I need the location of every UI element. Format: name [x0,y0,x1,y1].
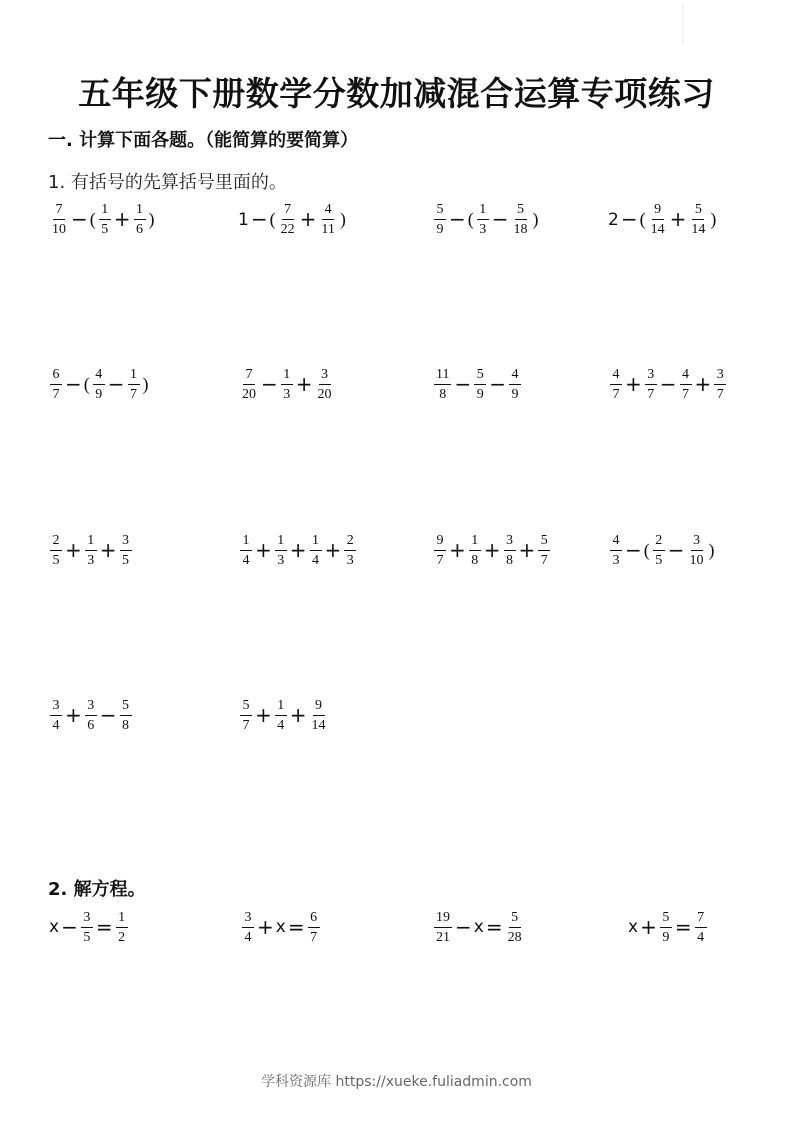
denominator: 3 [612,553,620,568]
fraction [85,699,97,733]
operator: − [625,538,642,562]
numerator: 3 [504,534,516,551]
numerator: 3 [645,368,657,385]
page-title: 五年级下册数学分数加减混合运算专项练习 [78,74,715,113]
fraction [85,534,97,568]
denominator: 5 [52,553,60,568]
numerator: 1 [281,368,293,385]
fraction [319,203,336,237]
parenthesis: ) [148,208,155,229]
operator: + [449,538,466,562]
operator: − [667,538,685,562]
fraction [310,699,328,733]
calc-problem [238,363,336,407]
fraction [308,911,320,945]
numerator: 5 [240,699,252,716]
operator: + [255,538,272,562]
denominator: 4 [277,718,285,733]
numerator: 5 [474,368,486,385]
denominator: 9 [476,387,484,402]
equation [48,906,130,950]
fraction [504,534,516,568]
denominator: 3 [479,222,487,237]
fraction [680,368,692,402]
numerator: 6 [50,368,62,385]
numerator: 3 [691,534,703,551]
calc-problem [238,529,358,573]
fraction [344,534,356,568]
fraction [509,368,521,402]
operator: + [295,372,313,396]
fraction [50,203,68,237]
operator: + [289,703,307,727]
fraction [469,534,481,568]
denominator: 20 [242,387,256,402]
fraction [660,911,672,945]
fraction [434,911,452,945]
operator: − [107,372,125,396]
fraction [653,534,665,568]
numerator: 4 [610,534,622,551]
calc-problem [432,363,523,407]
numerator: 4 [509,368,521,385]
numerator: 3 [120,534,132,551]
calc-problem [48,198,156,242]
denominator: 7 [612,387,620,402]
operator: + [694,372,712,396]
numerator: 3 [242,911,254,928]
fraction [688,534,706,568]
operator: − [449,207,466,231]
numerator: 1 [469,534,481,551]
part1-heading: 1. 有括号的先算括号里面的。 [48,172,287,193]
part2-heading: 2. 解方程。 [48,879,146,900]
numerator: 9 [313,699,325,716]
numerator: 1 [477,203,489,220]
operator: + [669,207,687,231]
numerator: 4 [322,203,334,220]
denominator: 8 [506,553,514,568]
denominator: 14 [650,222,665,237]
numerator: 5 [509,911,521,928]
denominator: 6 [87,718,95,733]
footer-watermark: 学科资源库 https://xueke.fuliadmin.com [261,1074,532,1090]
parenthesis: ( [643,539,650,560]
calc-problem [238,694,330,738]
numerator: 1 [99,203,111,220]
numerator: 7 [243,368,255,385]
operator: + [257,915,274,939]
operator: − [99,703,117,727]
fraction [50,368,62,402]
numerator: 2 [50,534,62,551]
denominator: 5 [101,222,109,237]
operator: − [250,207,268,231]
integer: 2 [608,210,619,230]
fraction [474,368,486,402]
fraction [275,534,287,568]
parenthesis: ) [532,208,539,229]
operator: + [640,915,657,939]
fraction [316,368,334,402]
fraction [240,699,252,733]
fraction [434,534,446,568]
numerator: 1 [116,911,128,928]
numerator: 1 [128,368,140,385]
denominator: 8 [471,553,479,568]
operator: + [518,538,536,562]
fraction [93,368,105,402]
fraction [310,534,322,568]
parenthesis: ) [710,208,717,229]
calc-problem [238,198,347,242]
denominator: 10 [52,222,66,237]
denominator: 14 [311,718,326,733]
fraction [610,368,622,402]
denominator: 4 [697,930,705,945]
denominator: 9 [662,930,670,945]
numerator: 3 [85,699,97,716]
variable: x [473,917,484,937]
fraction [434,203,446,237]
fraction [538,534,550,568]
denominator: 9 [511,387,519,402]
fraction [275,699,287,733]
operator: − [261,372,278,396]
denominator: 6 [136,222,144,237]
fraction [128,368,140,402]
denominator: 7 [716,387,724,402]
denominator: 3 [277,553,285,568]
denominator: 7 [436,553,444,568]
denominator: 7 [52,387,60,402]
denominator: 28 [507,930,522,945]
numerator: 1 [275,699,287,716]
numerator: 3 [319,368,331,385]
fraction [610,534,622,568]
denominator: 4 [242,553,250,568]
numerator: 3 [81,911,93,928]
numerator: 9 [434,534,446,551]
denominator: 3 [346,553,354,568]
equation [240,906,322,950]
denominator: 4 [52,718,60,733]
denominator: 18 [513,222,528,237]
numerator: 1 [134,203,146,220]
denominator: 3 [283,387,291,402]
numerator: 6 [308,911,320,928]
calc-problem [48,363,150,407]
operator: = [287,915,305,939]
operator: + [483,538,501,562]
scan-edge-mark [682,4,684,44]
fraction [120,534,132,568]
variable: x [628,917,639,937]
variable: x [275,917,286,937]
numerator: 7 [695,911,707,928]
fraction [279,203,297,237]
denominator: 7 [310,930,318,945]
operator: + [65,538,82,562]
calc-problem [48,694,134,738]
operator: = [95,915,113,939]
denominator: 10 [689,553,704,568]
denominator: 7 [130,387,138,402]
denominator: 2 [118,930,126,945]
calc-problem [608,198,717,242]
numerator: 5 [515,203,527,220]
operator: = [674,915,692,939]
calc-problem [608,363,728,407]
denominator: 9 [436,222,444,237]
variable: x [49,917,60,937]
denominator: 4 [312,553,320,568]
parenthesis: ( [83,373,90,394]
fraction [477,203,489,237]
denominator: 7 [242,718,250,733]
parenthesis: ( [467,208,474,229]
fraction [506,911,524,945]
fraction [116,911,128,945]
numerator: 5 [434,203,446,220]
numerator: 4 [680,368,692,385]
numerator: 5 [120,699,132,716]
parenthesis: ) [708,539,715,560]
fraction [689,203,707,237]
denominator: 4 [244,930,252,945]
denominator: 14 [691,222,706,237]
integer: 1 [238,210,249,230]
fraction [434,368,451,402]
operator: + [99,538,117,562]
denominator: 7 [647,387,655,402]
operator: − [659,372,677,396]
fraction [81,911,93,945]
fraction [134,203,146,237]
parenthesis: ) [142,373,149,394]
denominator: 3 [87,553,95,568]
fraction [242,911,254,945]
calc-problem [48,529,134,573]
fraction [695,911,707,945]
denominator: 11 [321,222,335,237]
numerator: 5 [538,534,550,551]
numerator: 19 [434,911,452,928]
numerator: 5 [660,911,672,928]
section-heading: 一. 计算下面各题。（能简算的要简算） [48,130,359,151]
numerator: 7 [282,203,294,220]
fraction [240,368,258,402]
numerator: 4 [93,368,105,385]
operator: + [324,538,342,562]
numerator: 11 [434,368,451,385]
operator: + [299,207,317,231]
operator: = [485,915,503,939]
operator: − [61,915,78,939]
numerator: 5 [692,203,704,220]
operator: − [71,207,88,231]
equation [627,906,709,950]
fraction [50,534,62,568]
fraction [50,699,62,733]
fraction [240,534,252,568]
denominator: 22 [280,222,295,237]
fraction [512,203,530,237]
operator: + [255,703,272,727]
fraction [649,203,667,237]
calc-problem [432,529,552,573]
operator: + [625,372,642,396]
operator: − [455,915,472,939]
fraction [281,368,293,402]
operator: + [65,703,82,727]
equation [432,906,526,950]
numerator: 2 [653,534,665,551]
numerator: 3 [714,368,726,385]
denominator: 20 [317,387,332,402]
operator: − [491,207,509,231]
numerator: 1 [240,534,252,551]
fraction [714,368,726,402]
operator: − [65,372,82,396]
parenthesis: ) [339,208,346,229]
numerator: 1 [275,534,287,551]
denominator: 5 [83,930,91,945]
parenthesis: ( [639,208,646,229]
denominator: 21 [436,930,450,945]
numerator: 1 [310,534,322,551]
denominator: 8 [439,387,447,402]
operator: + [289,538,307,562]
operator: − [620,207,638,231]
operator: − [489,372,507,396]
parenthesis: ( [89,208,96,229]
numerator: 3 [50,699,62,716]
parenthesis: ( [269,208,276,229]
denominator: 7 [540,553,548,568]
fraction [645,368,657,402]
calc-problem [608,529,716,573]
denominator: 5 [122,553,130,568]
operator: − [454,372,472,396]
denominator: 5 [655,553,663,568]
calc-problem [432,198,540,242]
numerator: 2 [344,534,356,551]
numerator: 7 [53,203,65,220]
fraction [120,699,132,733]
denominator: 8 [122,718,130,733]
numerator: 9 [652,203,664,220]
fraction [99,203,111,237]
numerator: 4 [610,368,622,385]
numerator: 1 [85,534,97,551]
operator: + [113,207,131,231]
denominator: 7 [682,387,690,402]
denominator: 9 [95,387,103,402]
